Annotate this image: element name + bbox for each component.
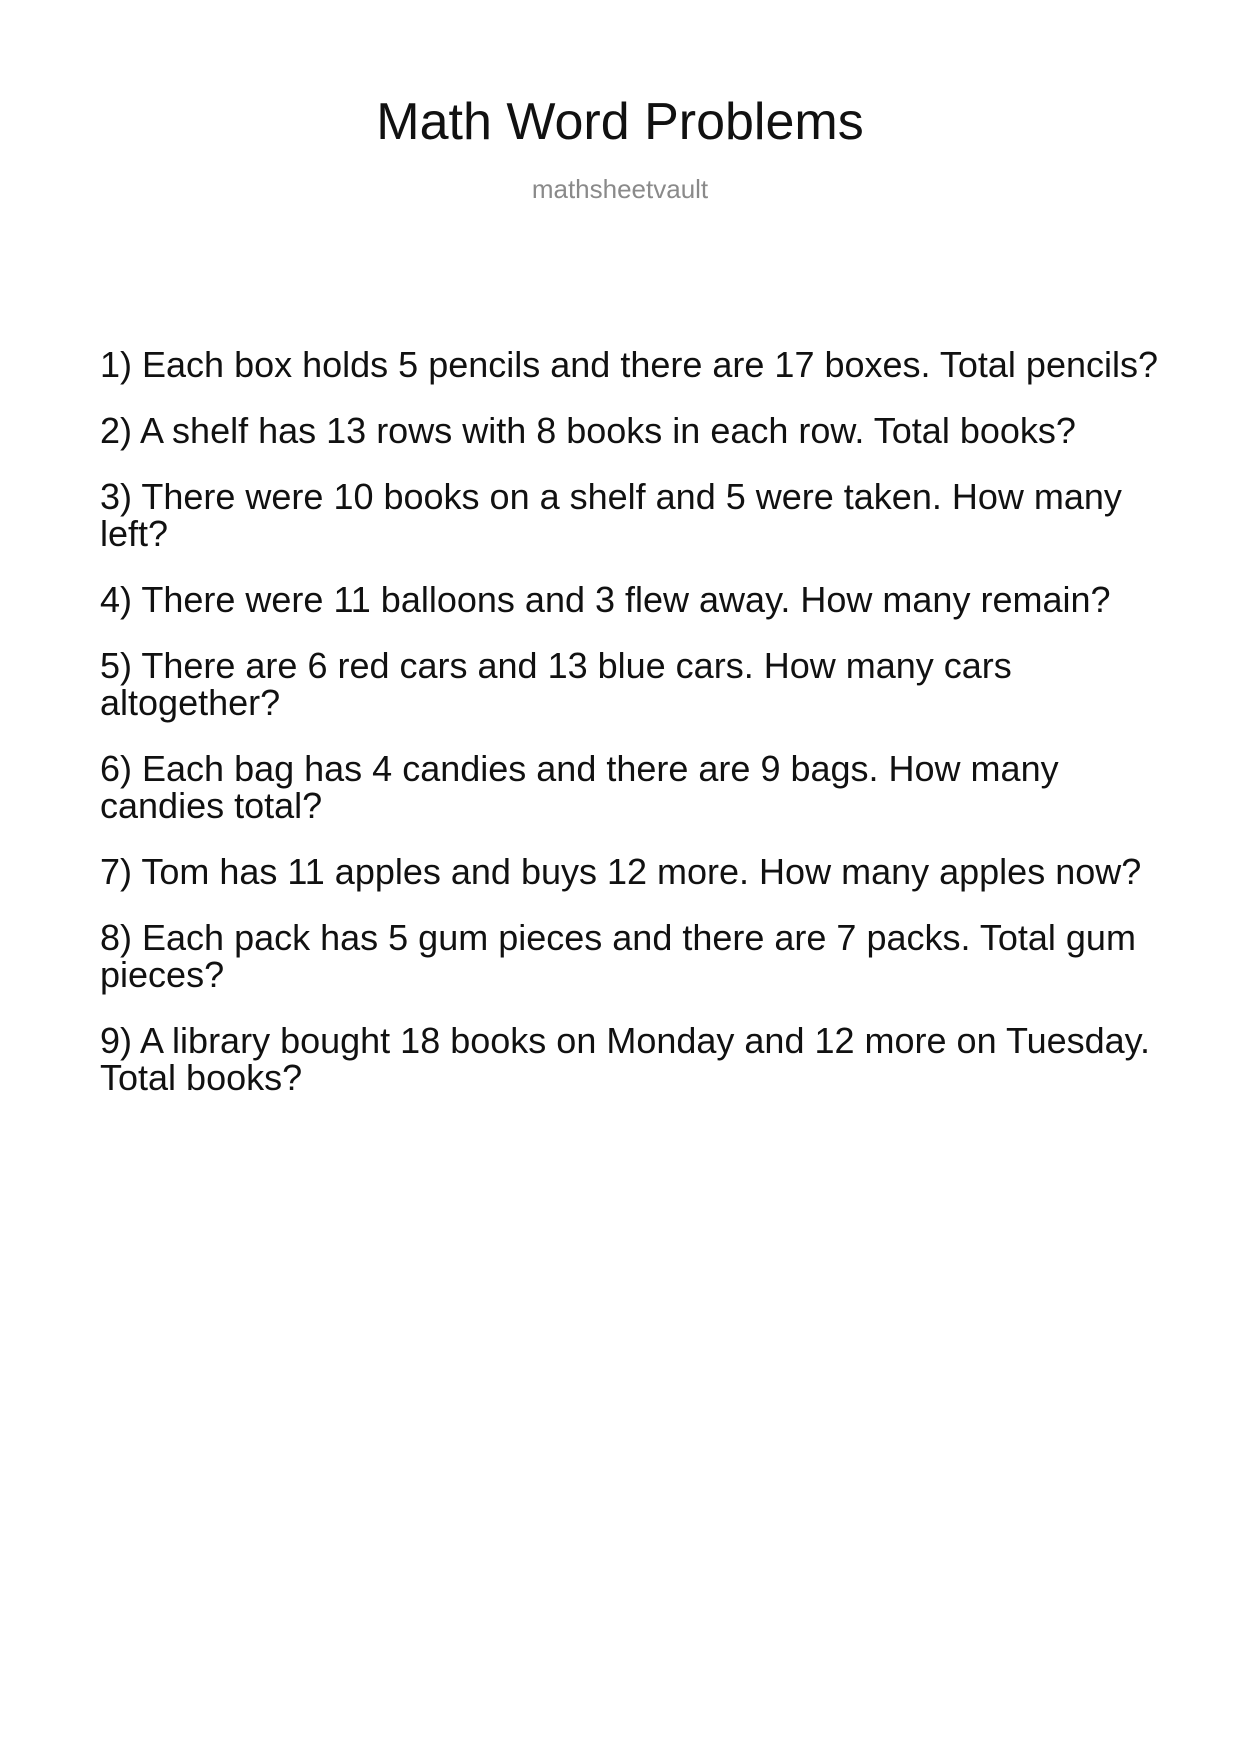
problem-list xyxy=(100,346,1175,1096)
problem-item-3: 3) There were 10 books on a shelf and 5 were taken. How many left? xyxy=(100,476,1122,554)
problem-item-7: 7) Tom has 11 apples and buys 12 more. How many apples now? xyxy=(100,851,1142,892)
problem-item-1: 1) Each box holds 5 pencils and there are 17 boxes. Total pencils? xyxy=(100,344,1159,385)
problem-item-8: 8) Each pack has 5 gum pieces and there are 7 packs. Total gum pieces? xyxy=(100,917,1136,995)
page-title: Math Word Problems xyxy=(376,93,864,151)
problem-item-6: 6) Each bag has 4 candies and there are 9 bags. How many candies total? xyxy=(100,748,1059,826)
problem-item-9: 9) A library bought 18 books on Monday and 12 more on Tuesday. Total books? xyxy=(100,1020,1151,1098)
problem-item-5: 5) There are 6 red cars and 13 blue cars. How many cars altogether? xyxy=(100,645,1012,723)
page-subtitle: mathsheetvault xyxy=(531,174,709,204)
problem-item-4: 4) There were 11 balloons and 3 flew away. How many remain? xyxy=(100,579,1111,620)
problem-item-2: 2) A shelf has 13 rows with 8 books in each row. Total books? xyxy=(100,410,1076,451)
